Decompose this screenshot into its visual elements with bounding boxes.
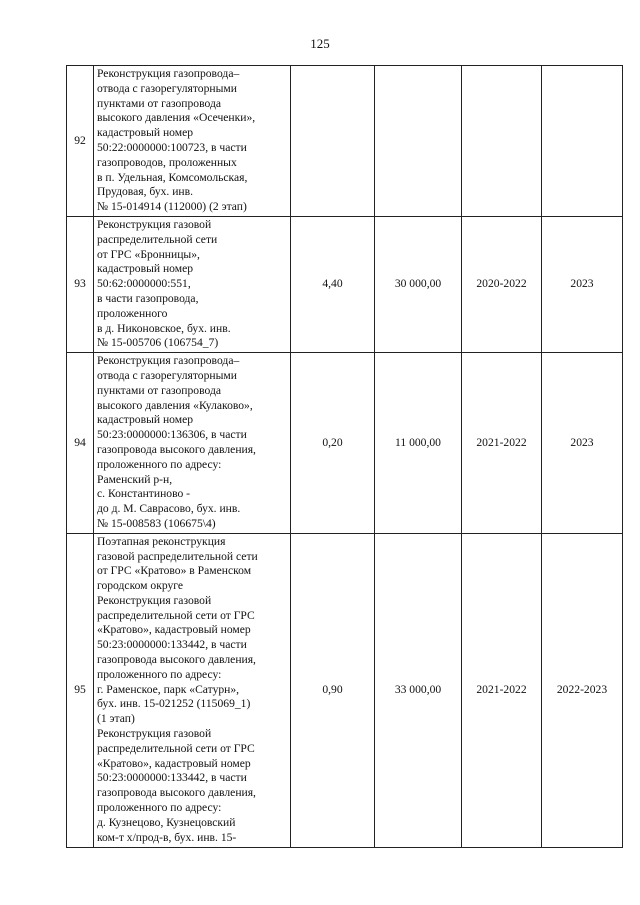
description-line: высокого давления «Кулаково», [97, 398, 253, 412]
description-line: Раменский р-н, [97, 472, 173, 486]
description-line: Реконструкция газовой [97, 593, 212, 607]
description-line: кадастровый номер [97, 126, 194, 140]
description-line: отвода с газорегуляторными [97, 81, 237, 95]
row-length-cell: 0,90 [291, 533, 375, 847]
description-line: газовой распределительной сети [97, 549, 258, 563]
description-line: пунктами от газопровода [97, 96, 221, 110]
row-number-cell: 93 [67, 216, 94, 352]
description-line: Реконструкция газопровода– [97, 354, 240, 368]
description-line: № 15-014914 (112000) (2 этап) [97, 200, 247, 214]
row-deadline-cell: 2023 [542, 216, 623, 352]
table-row [67, 66, 623, 217]
projects-table-body [67, 66, 623, 848]
description-line: (1 этап) [97, 712, 135, 726]
row-years-cell: 2021-2022 [462, 533, 542, 847]
description-line: г. Раменское, парк «Сатурн», [97, 682, 240, 696]
description-line: «Кратово», кадастровый номер [97, 756, 251, 770]
description-line: «Кратово», кадастровый номер [97, 623, 251, 637]
table-row [67, 533, 623, 847]
description-line: в части газопровода, [97, 291, 199, 305]
row-deadline-cell: 2023 [542, 353, 623, 534]
description-line: проложенного по адресу: [97, 457, 222, 471]
projects-table [66, 65, 623, 848]
description-line: 50:23:0000000:136306, в части [97, 428, 247, 442]
description-line: проложенного [97, 306, 168, 320]
page-number: 125 [310, 36, 330, 51]
row-length-cell: 0,20 [291, 353, 375, 534]
description-line: Реконструкция газопровода– [97, 67, 240, 80]
description-line: 50:62:0000000:551, [97, 277, 191, 291]
description-line: высокого давления «Осеченки», [97, 111, 256, 125]
row-number-cell: 95 [67, 533, 94, 847]
description-line: проложенного по адресу: [97, 667, 222, 681]
row-description-cell [94, 533, 291, 847]
description-line: 50:22:0000000:100723, в части [97, 140, 247, 154]
row-deadline-cell: 2022-2023 [542, 533, 623, 847]
table-row [67, 353, 623, 534]
description-line: в п. Удельная, Комсомольская, [97, 170, 248, 184]
description-line: 50:23:0000000:133442, в части [97, 771, 247, 785]
row-deadline-cell [542, 66, 623, 217]
row-number-cell: 94 [67, 353, 94, 534]
row-years-cell [462, 66, 542, 217]
row-cost-cell: 30 000,00 [375, 216, 462, 352]
row-length-cell [291, 66, 375, 217]
description-line: 50:23:0000000:133442, в части [97, 638, 247, 652]
description-line: от ГРС «Кратово» в Раменском [97, 564, 252, 578]
description-line: Реконструкция газовой [97, 217, 212, 231]
description-line: газопровода высокого давления, [97, 786, 256, 800]
description-line: газопровода высокого давления, [97, 653, 256, 667]
description-line: д. Кузнецово, Кузнецовский [97, 815, 236, 829]
description-line: ком-т х/прод-в, бух. инв. 15- [97, 830, 237, 844]
description-line: распределительной сети [97, 232, 218, 246]
description-line: пунктами от газопровода [97, 383, 221, 397]
description-line: распределительной сети от ГРС [97, 608, 255, 622]
description-line: бух. инв. 15-021252 (115069_1) [97, 697, 251, 711]
description-line: в д. Никоновское, бух. инв. [97, 321, 231, 335]
row-years-cell: 2020-2022 [462, 216, 542, 352]
row-description-cell [94, 66, 291, 217]
description-line: № 15-005706 (106754_7) [97, 336, 219, 350]
row-cost-cell: 11 000,00 [375, 353, 462, 534]
description-line: кадастровый номер [97, 413, 194, 427]
description-line: с. Константиново - [97, 487, 191, 501]
row-cost-cell: 33 000,00 [375, 533, 462, 847]
description-line: газопроводов, проложенных [97, 155, 237, 169]
description-line: проложенного по адресу: [97, 801, 222, 815]
description-line: от ГРС «Бронницы», [97, 247, 200, 261]
row-number-cell: 92 [67, 66, 94, 217]
row-description-cell [94, 216, 291, 352]
description-line: распределительной сети от ГРС [97, 741, 255, 755]
description-line: газопровода высокого давления, [97, 442, 256, 456]
description-line: Реконструкция газовой [97, 727, 212, 741]
row-description-cell [94, 353, 291, 534]
description-line: Прудовая, бух. инв. [97, 185, 194, 199]
row-cost-cell [375, 66, 462, 217]
description-line: Поэтапная реконструкция [97, 534, 226, 548]
description-line: до д. М. Саврасово, бух. инв. [97, 502, 241, 516]
description-line: городском округе [97, 579, 184, 593]
row-years-cell: 2021-2022 [462, 353, 542, 534]
description-line: отвода с газорегуляторными [97, 368, 237, 382]
description-line: № 15-008583 (106675\4) [97, 516, 216, 530]
description-line: кадастровый номер [97, 262, 194, 276]
row-length-cell: 4,40 [291, 216, 375, 352]
table-row [67, 216, 623, 352]
